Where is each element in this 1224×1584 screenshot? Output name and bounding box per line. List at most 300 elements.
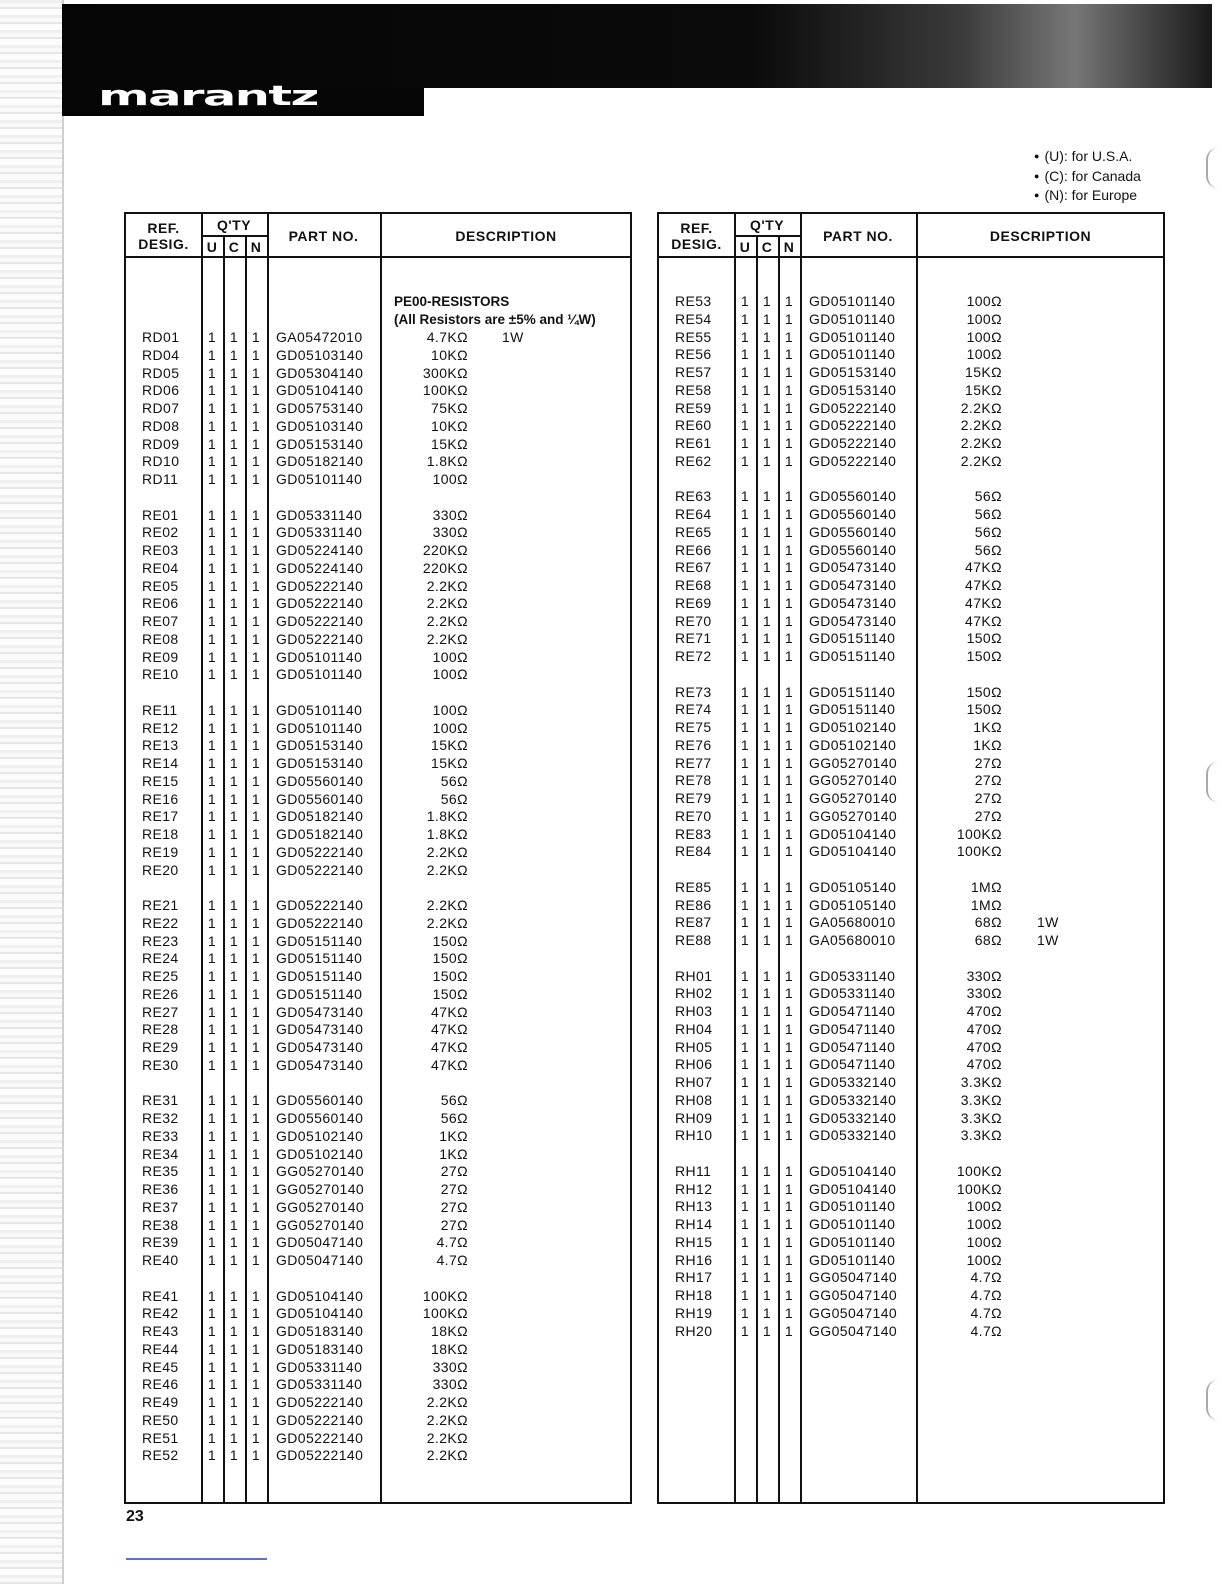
qty-n-cell: 1: [784, 310, 794, 327]
ref-desig-cell: RE43: [142, 1323, 179, 1339]
table-row: [126, 1003, 630, 1021]
qty-n-cell: 1: [251, 364, 261, 381]
qty-u-cell: 1: [207, 1003, 217, 1020]
value-cell: 2.2KΩ: [960, 417, 1002, 434]
value-cell: 330Ω: [966, 985, 1002, 1002]
part-no-cell: GG05047140: [809, 1287, 898, 1303]
ref-desig-cell: RE51: [142, 1429, 179, 1446]
qty-u-cell: 1: [740, 577, 750, 593]
qty-n-cell: 1: [784, 719, 794, 735]
qty-n-cell: 1: [251, 1323, 261, 1339]
qty-n-cell: 1: [784, 843, 794, 860]
qty-n-cell: 1: [251, 1216, 261, 1233]
qty-c-cell: 1: [229, 1145, 239, 1162]
qty-c-cell: 1: [229, 1163, 239, 1180]
part-no-cell: GD05560140: [809, 488, 897, 505]
qty-n-cell: 1: [251, 382, 261, 399]
table-row: [126, 701, 630, 719]
part-no-cell: GG05047140: [809, 1269, 898, 1286]
value-cell: 100KΩ: [956, 825, 1002, 842]
table-row: [126, 577, 630, 595]
qty-n-cell: 1: [784, 1162, 794, 1179]
part-no-cell: GD05560140: [276, 1110, 364, 1126]
qty-c-header: C: [228, 239, 240, 255]
part-no-cell: GD05151140: [276, 968, 363, 984]
qty-n-cell: 1: [251, 417, 261, 434]
table-row: [659, 1091, 1163, 1109]
table-row: [659, 754, 1163, 772]
header-band: [62, 4, 1212, 88]
value-cell: 15KΩ: [965, 364, 1002, 380]
qty-u-cell: 1: [740, 328, 750, 345]
qty-u-cell: 1: [207, 1110, 217, 1126]
qty-c-cell: 1: [229, 861, 239, 878]
table-row: [659, 913, 1163, 931]
value-cell: 4.7Ω: [436, 1234, 468, 1251]
value-cell: 1KΩ: [439, 1145, 468, 1162]
qty-c-cell: 1: [229, 346, 239, 363]
value-cell: 220KΩ: [422, 542, 468, 558]
part-no-cell: GD05153140: [276, 435, 364, 452]
value-cell: 27Ω: [974, 790, 1002, 806]
part-no-cell: GD05101140: [276, 648, 363, 665]
value-cell: 18KΩ: [431, 1323, 468, 1339]
qty-c-cell: 1: [762, 1269, 772, 1286]
qty-n-cell: 1: [784, 328, 794, 345]
qty-c-cell: 1: [762, 736, 772, 753]
qty-n-cell: 1: [784, 381, 794, 398]
value-cell: 470Ω: [966, 1003, 1002, 1019]
qty-u-header: U: [739, 239, 751, 255]
ref-desig-cell: RE70: [675, 807, 712, 824]
table-row: [659, 1109, 1163, 1127]
description-header: DESCRIPTION: [989, 228, 1092, 244]
qty-c-cell: 1: [229, 417, 239, 434]
part-no-cell: GG05270140: [809, 807, 898, 824]
ref-desig-cell: RH13: [675, 1198, 713, 1215]
ref-desig-cell: RE52: [142, 1447, 179, 1464]
ref-desig-cell: RE31: [142, 1092, 179, 1109]
ref-desig-cell: RE34: [142, 1145, 179, 1162]
value-cell: 68Ω: [974, 914, 1002, 931]
qty-n-cell: 1: [251, 346, 261, 363]
value-cell: 330Ω: [432, 1358, 468, 1375]
part-no-cell: GD05102140: [809, 736, 897, 753]
table-row: [659, 1126, 1163, 1144]
qty-u-cell: 1: [207, 1394, 217, 1410]
qty-c-cell: 1: [762, 452, 772, 469]
qty-c-cell: 1: [762, 594, 772, 611]
part-no-cell: GD05105140: [809, 878, 897, 895]
qty-u-cell: 1: [207, 1039, 217, 1055]
qty-u-cell: 1: [740, 914, 750, 931]
qty-u-cell: 1: [207, 932, 217, 949]
value-cell: 100Ω: [966, 1216, 1002, 1232]
ref-desig-cell: RE67: [675, 559, 712, 576]
qty-c-cell: 1: [762, 1162, 772, 1179]
qty-n-cell: 1: [251, 1252, 261, 1268]
part-no-cell: GD05101140: [809, 310, 896, 327]
value-cell: 2.2KΩ: [960, 435, 1002, 451]
qty-u-cell: 1: [740, 364, 750, 380]
qty-n-cell: 1: [784, 1269, 794, 1286]
qty-u-cell: 1: [740, 719, 750, 735]
section-title: PE00-RESISTORS: [394, 294, 510, 309]
ref-desig-cell: RD10: [142, 453, 180, 470]
value-cell: 100Ω: [966, 346, 1002, 363]
value-cell: 27Ω: [974, 754, 1002, 771]
table-row: [126, 754, 630, 772]
part-no-cell: GD05222140: [809, 417, 897, 434]
ref-desig-cell: RD01: [142, 329, 180, 345]
qty-u-cell: 1: [207, 1252, 217, 1268]
qty-n-cell: 1: [251, 950, 261, 967]
ref-desig-cell: RE17: [142, 808, 179, 825]
value-cell: 56Ω: [440, 1110, 468, 1126]
part-no-cell: GD05331140: [809, 985, 896, 1002]
value-cell: 47KΩ: [431, 1003, 468, 1020]
qty-u-cell: 1: [207, 382, 217, 399]
qty-c-header: C: [761, 239, 773, 255]
ref-desig-cell: RE19: [142, 843, 179, 860]
table-row: [126, 1429, 630, 1447]
table-row: [126, 807, 630, 825]
qty-c-cell: 1: [762, 1216, 772, 1232]
qty-u-cell: 1: [207, 861, 217, 878]
table-row: [659, 1197, 1163, 1215]
ref-desig-cell: RE05: [142, 577, 179, 594]
ref-desig-cell: RD06: [142, 382, 180, 399]
part-no-cell: GD05560140: [809, 523, 897, 540]
ref-desig-cell: RE30: [142, 1056, 179, 1073]
ref-desig-cell: RH09: [675, 1109, 713, 1126]
qty-c-cell: 1: [762, 488, 772, 505]
ref-desig-cell: RE13: [142, 737, 179, 754]
qty-c-cell: 1: [229, 1376, 239, 1393]
table-row: [659, 345, 1163, 363]
ref-desig-cell: RE01: [142, 506, 179, 523]
qty-c-cell: 1: [229, 506, 239, 523]
value-cell: 100Ω: [966, 1198, 1002, 1215]
qty-u-cell: 1: [740, 754, 750, 771]
qty-n-cell: 1: [784, 914, 794, 931]
value-cell: 150Ω: [966, 630, 1002, 647]
part-no-cell: GD05473140: [809, 594, 897, 611]
part-no-cell: GD05183140: [276, 1323, 364, 1339]
qty-n-cell: 1: [251, 914, 261, 931]
ref-desig-cell: RD11: [142, 471, 179, 487]
binder-hole-icon: [1206, 762, 1218, 802]
part-no-cell: GD05151140: [809, 683, 896, 700]
value-cell: 4.7Ω: [970, 1269, 1002, 1286]
table-row: [126, 665, 630, 683]
ref-desig-cell: RH14: [675, 1216, 713, 1232]
table-row: [659, 1286, 1163, 1304]
value-cell: 2.2KΩ: [426, 1447, 468, 1464]
qty-n-cell: 1: [251, 1305, 261, 1322]
ref-desig-cell: RE16: [142, 790, 179, 807]
value-cell: 2.2KΩ: [426, 613, 468, 629]
qty-c-cell: 1: [229, 719, 239, 736]
value-cell: 470Ω: [966, 1056, 1002, 1073]
ref-desig-cell: RE56: [675, 346, 712, 363]
part-no-cell: GD05332140: [809, 1091, 897, 1108]
ref-desig-cell: RH15: [675, 1233, 713, 1250]
qty-c-cell: 1: [762, 1322, 772, 1339]
qty-c-cell: 1: [229, 701, 239, 718]
qty-n-cell: 1: [251, 772, 261, 789]
qty-n-cell: 1: [784, 1127, 794, 1144]
qty-u-cell: 1: [207, 1323, 217, 1339]
ref-desig-cell: RE46: [142, 1376, 179, 1393]
ref-desig-cell: RE12: [142, 719, 179, 736]
table-row: [659, 718, 1163, 736]
qty-u-cell: 1: [207, 737, 217, 754]
qty-u-cell: 1: [740, 1091, 750, 1108]
value-cell: 1MΩ: [970, 878, 1002, 895]
qty-u-cell: 1: [207, 329, 217, 345]
value-cell: 300KΩ: [422, 364, 468, 381]
ref-desig-cell: RE58: [675, 381, 712, 398]
qty-c-cell: 1: [229, 329, 239, 345]
qty-n-cell: 1: [784, 932, 794, 948]
table-row: [126, 825, 630, 843]
qty-u-cell: 1: [207, 1305, 217, 1322]
ref-desig-cell: RH03: [675, 1003, 713, 1019]
value-cell: 3.3KΩ: [960, 1074, 1002, 1090]
ref-desig-cell: RE62: [675, 452, 712, 469]
value-cell: 27Ω: [440, 1198, 468, 1215]
qty-u-cell: 1: [207, 914, 217, 931]
qty-c-cell: 1: [229, 790, 239, 807]
qty-c-cell: 1: [229, 1429, 239, 1446]
table-row: [126, 719, 630, 737]
qty-n-cell: 1: [784, 630, 794, 647]
qty-c-cell: 1: [762, 364, 772, 380]
qty-c-cell: 1: [762, 541, 772, 558]
qty-c-cell: 1: [229, 950, 239, 967]
qty-c-cell: 1: [762, 914, 772, 931]
value-cell: 3.3KΩ: [960, 1091, 1002, 1108]
legend-item-us: ● (U): for U.S.A.: [1034, 148, 1141, 168]
table-row: [126, 1446, 630, 1464]
qty-c-cell: 1: [762, 1251, 772, 1268]
part-no-cell: GD05102140: [276, 1145, 364, 1162]
part-no-cell: GD05560140: [809, 541, 897, 558]
value-cell: 330Ω: [432, 506, 468, 523]
part-no-cell: GG05270140: [276, 1216, 365, 1233]
value-cell: 330Ω: [432, 524, 468, 541]
ref-desig-cell: RE84: [675, 843, 712, 860]
qty-u-cell: 1: [207, 1234, 217, 1251]
qty-c-cell: 1: [229, 1110, 239, 1126]
table-row: [126, 772, 630, 790]
qty-u-cell: 1: [740, 825, 750, 842]
ref-desig-cell: RE49: [142, 1394, 179, 1410]
qty-c-cell: 1: [229, 1003, 239, 1020]
part-no-cell: GD05151140: [809, 630, 896, 647]
table-row: [659, 807, 1163, 825]
ref-desig-cell: RE74: [675, 701, 712, 718]
qty-c-cell: 1: [229, 737, 239, 754]
qty-u-cell: 1: [740, 648, 750, 664]
part-no-cell: GD05102140: [809, 719, 897, 735]
part-no-cell: GD05332140: [809, 1127, 897, 1144]
qty-n-cell: 1: [251, 790, 261, 807]
qty-n-cell: 1: [251, 1376, 261, 1393]
qty-n-cell: 1: [784, 541, 794, 558]
qty-divider: [734, 235, 800, 237]
ref-desig-cell: RE44: [142, 1340, 179, 1357]
table-row: [659, 1215, 1163, 1233]
qty-c-cell: 1: [229, 897, 239, 913]
value-cell: 4.7Ω: [970, 1287, 1002, 1303]
table-row: [126, 1056, 630, 1074]
ref-desig-cell: RH12: [675, 1180, 713, 1197]
qty-u-cell: 1: [740, 452, 750, 469]
value-cell: 150Ω: [966, 648, 1002, 664]
value-cell: 150Ω: [432, 968, 468, 984]
qty-c-cell: 1: [762, 985, 772, 1002]
value-cell: 56Ω: [440, 772, 468, 789]
part-no-cell: GD05471140: [809, 1003, 896, 1019]
qty-n-cell: 1: [784, 967, 794, 984]
qty-u-cell: 1: [740, 683, 750, 700]
qty-u-cell: 1: [740, 559, 750, 576]
table-row: [659, 505, 1163, 523]
table-row: [126, 417, 630, 435]
table-row: [659, 878, 1163, 896]
ref-desig-cell: RE42: [142, 1305, 179, 1322]
qty-c-cell: 1: [762, 630, 772, 647]
qty-n-cell: 1: [251, 985, 261, 1002]
part-no-cell: GD05222140: [276, 1447, 364, 1464]
ref-desig-cell: RE18: [142, 826, 179, 842]
part-no-cell: GD05104140: [809, 1162, 897, 1179]
ref-desig-cell: RE88: [675, 932, 712, 948]
ref-desig-cell: RD04: [142, 346, 180, 363]
qty-c-cell: 1: [762, 506, 772, 522]
qty-c-cell: 1: [762, 648, 772, 664]
qty-u-cell: 1: [207, 524, 217, 541]
qty-c-cell: 1: [229, 630, 239, 647]
qty-c-cell: 1: [762, 1056, 772, 1073]
value-cell: 150Ω: [432, 985, 468, 1002]
ref-desig-cell: RH11: [675, 1162, 712, 1179]
qty-c-cell: 1: [229, 968, 239, 984]
qty-c-cell: 1: [762, 417, 772, 434]
value-cell: 56Ω: [974, 541, 1002, 558]
table-row: [659, 1038, 1163, 1056]
scan-edge: [0, 0, 62, 1584]
qty-header: Q'TY: [216, 217, 252, 233]
qty-c-cell: 1: [229, 613, 239, 629]
table-row: [126, 861, 630, 879]
qty-c-cell: 1: [229, 400, 239, 416]
ref-desig-cell: RE11: [142, 701, 178, 718]
qty-c-cell: 1: [762, 878, 772, 895]
qty-n-cell: 1: [784, 612, 794, 629]
value-cell: 47KΩ: [965, 577, 1002, 593]
ref-desig-cell: RE69: [675, 594, 712, 611]
qty-c-cell: 1: [229, 471, 239, 487]
part-no-cell: GD05104140: [809, 843, 897, 860]
qty-n-cell: 1: [251, 719, 261, 736]
qty-n-cell: 1: [784, 772, 794, 789]
value-cell: 3.3KΩ: [960, 1127, 1002, 1144]
part-no-cell: GD05222140: [276, 861, 364, 878]
table-row: [126, 1251, 630, 1269]
table-row: [126, 932, 630, 950]
part-no-cell: GD05473140: [276, 1056, 364, 1073]
qty-n-cell: 1: [251, 1429, 261, 1446]
qty-c-cell: 1: [229, 524, 239, 541]
part-no-cell: GD05047140: [276, 1252, 364, 1268]
value-cell: 56Ω: [974, 506, 1002, 522]
qty-c-cell: 1: [762, 1074, 772, 1090]
value-cell: 4.7KΩ: [426, 329, 468, 345]
table-row: [126, 346, 630, 364]
qty-c-cell: 1: [229, 772, 239, 789]
value-cell: 2.2KΩ: [426, 843, 468, 860]
table-row: [659, 984, 1163, 1002]
ref-desig-cell: RE32: [142, 1110, 179, 1126]
qty-u-cell: 1: [740, 1074, 750, 1090]
table-row: [126, 1038, 630, 1056]
value-cell: 3.3KΩ: [960, 1109, 1002, 1126]
table-row: [659, 629, 1163, 647]
qty-n-cell: 1: [251, 435, 261, 452]
ref-desig-cell: RE14: [142, 755, 179, 771]
value-cell: 15KΩ: [431, 435, 468, 452]
qty-c-cell: 1: [229, 1447, 239, 1464]
ref-desig-cell: RE86: [675, 896, 712, 913]
value-cell: 100Ω: [966, 1233, 1002, 1250]
part-no-cell: GD05182140: [276, 808, 364, 825]
part-no-cell: GD05101140: [809, 1251, 896, 1268]
ref-desig-cell: RE35: [142, 1163, 179, 1180]
qty-u-cell: 1: [740, 736, 750, 753]
value-cell: 2.2KΩ: [960, 399, 1002, 416]
qty-u-cell: 1: [207, 1198, 217, 1215]
table-row: [659, 1233, 1163, 1251]
ref-desig-header: REF. DESIG.: [671, 220, 722, 252]
ref-desig-cell: RE06: [142, 595, 179, 612]
brand-logo: marantz: [98, 80, 318, 113]
qty-n-cell: 1: [251, 1394, 261, 1410]
qty-n-cell: 1: [251, 1287, 261, 1304]
table-row: [659, 931, 1163, 949]
qty-c-cell: 1: [229, 1252, 239, 1268]
ref-desig-cell: RE59: [675, 399, 712, 416]
part-no-cell: GD05105140: [809, 896, 897, 913]
qty-u-cell: 1: [207, 1092, 217, 1109]
table-row: [126, 1091, 630, 1109]
part-no-cell: GD05560140: [809, 506, 897, 522]
qty-c-cell: 1: [229, 453, 239, 470]
legend-item-canada: ● (C): for Canada: [1034, 168, 1141, 188]
qty-u-cell: 1: [207, 1216, 217, 1233]
table-row: [126, 1216, 630, 1234]
qty-n-cell: 1: [251, 453, 261, 470]
qty-u-cell: 1: [740, 1322, 750, 1339]
qty-n-cell: 1: [251, 1145, 261, 1162]
ref-desig-cell: RE66: [675, 541, 712, 558]
ref-desig-cell: RH08: [675, 1091, 713, 1108]
qty-u-cell: 1: [740, 293, 750, 309]
qty-c-cell: 1: [229, 648, 239, 665]
qty-u-cell: 1: [740, 506, 750, 522]
